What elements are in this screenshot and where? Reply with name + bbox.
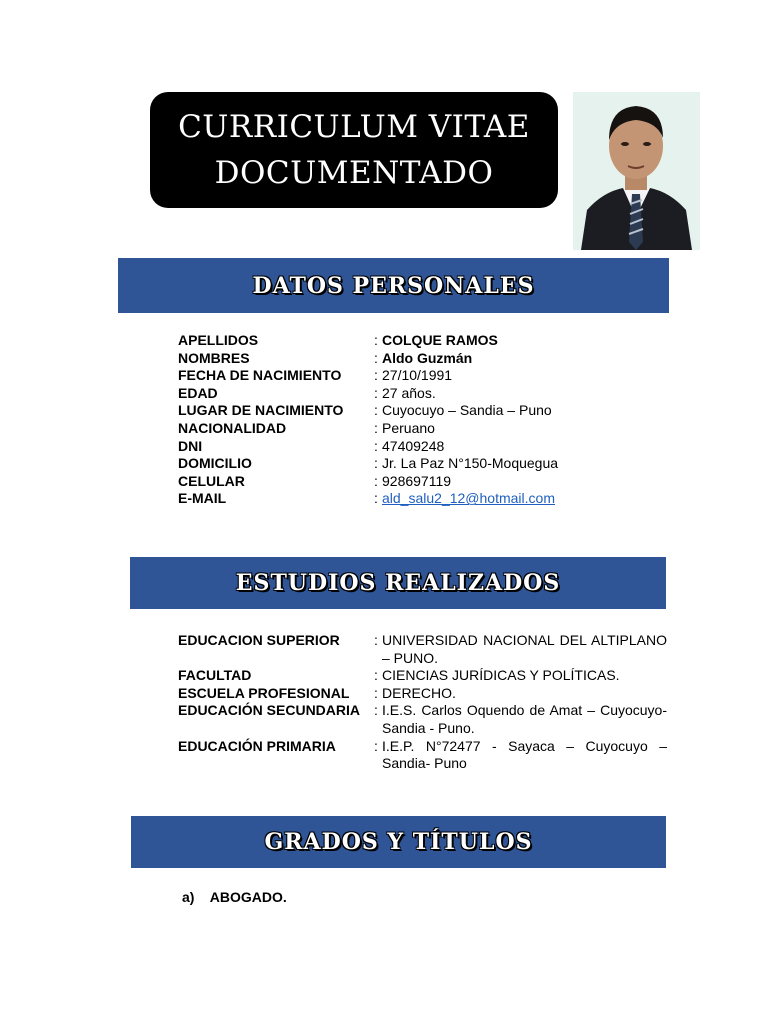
row-label: EDUCACIÓN PRIMARIA bbox=[178, 737, 336, 754]
row-value: 928697119 bbox=[382, 472, 452, 489]
row-colon: : bbox=[374, 667, 378, 684]
row-value: 47409248 bbox=[382, 437, 445, 454]
row-label: ESCUELA PROFESIONAL bbox=[178, 684, 350, 701]
row-colon: : bbox=[374, 332, 378, 348]
row-colon: : bbox=[374, 737, 378, 754]
title-line-1: CURRICULUM VITAE bbox=[178, 109, 530, 145]
row-value: UNIVERSIDAD NACIONAL DEL ALTIPLANO – PUNO. bbox=[382, 632, 667, 666]
row-colon: : bbox=[374, 349, 378, 366]
studies-list bbox=[178, 632, 667, 773]
person-photo bbox=[573, 92, 700, 250]
row-label: NOMBRES bbox=[178, 349, 250, 366]
row-label: NACIONALIDAD bbox=[178, 419, 287, 436]
row-colon: : bbox=[374, 684, 378, 701]
row-label: FECHA DE NACIMIENTO bbox=[178, 367, 342, 384]
studies-row-secundaria bbox=[178, 702, 667, 737]
row-value: I.E.S. Carlos Oquendo de Amat – Cuyocuyo- Sandia - Puno. bbox=[382, 702, 667, 736]
row-value: 27 años. bbox=[382, 384, 436, 401]
row-label: DOMICILIO bbox=[178, 455, 252, 472]
degrees-heading: GRADOS Y TÍTULOS bbox=[264, 829, 533, 855]
row-label: EDUCACION SUPERIOR bbox=[178, 632, 340, 648]
degree-item bbox=[182, 889, 287, 905]
person-photo-icon bbox=[573, 92, 700, 250]
personal-row-lugar bbox=[178, 402, 668, 420]
personal-row-apellidos bbox=[178, 332, 668, 350]
personal-row-email bbox=[178, 490, 668, 508]
title-line-2: DOCUMENTADO bbox=[214, 155, 494, 191]
personal-row-celular bbox=[178, 473, 668, 491]
personal-data-header bbox=[118, 258, 669, 313]
row-colon: : bbox=[374, 384, 378, 401]
row-label: E-MAIL bbox=[178, 490, 227, 507]
personal-row-nacionalidad bbox=[178, 420, 668, 438]
row-value: COLQUE RAMOS bbox=[382, 332, 498, 348]
personal-data-list bbox=[178, 332, 668, 508]
row-colon: : bbox=[374, 472, 378, 489]
personal-row-edad bbox=[178, 385, 668, 403]
row-value: 27/10/1991 bbox=[382, 367, 453, 384]
row-colon: : bbox=[374, 490, 378, 507]
row-colon: : bbox=[374, 632, 378, 648]
row-colon: : bbox=[374, 437, 378, 454]
degree-marker: a) bbox=[182, 889, 195, 905]
row-value: I.E.P. N°72477 - Sayaca – Cuyocuyo – Sandia- Puno bbox=[382, 737, 667, 772]
title-box bbox=[150, 92, 558, 208]
personal-row-nombres bbox=[178, 350, 668, 368]
row-value: CIENCIAS JURÍDICAS Y POLÍTICAS. bbox=[382, 667, 620, 684]
row-colon: : bbox=[374, 402, 378, 419]
row-label: EDAD bbox=[178, 384, 218, 401]
studies-row-escuela bbox=[178, 685, 667, 703]
studies-header bbox=[130, 557, 666, 609]
studies-row-primaria bbox=[178, 738, 667, 773]
personal-data-heading: DATOS PERSONALES bbox=[252, 272, 535, 299]
degrees-header bbox=[131, 816, 666, 868]
row-value: DERECHO. bbox=[382, 684, 456, 701]
row-label: APELLIDOS bbox=[178, 332, 259, 348]
row-value: Aldo Guzmán bbox=[382, 349, 473, 366]
row-value: Cuyocuyo – Sandia – Puno bbox=[382, 402, 552, 419]
row-label: EDUCACIÓN SECUNDARIA bbox=[178, 702, 361, 719]
row-label: CELULAR bbox=[178, 472, 245, 489]
row-label: FACULTAD bbox=[178, 667, 252, 684]
row-label: LUGAR DE NACIMIENTO bbox=[178, 402, 344, 419]
row-colon: : bbox=[374, 367, 378, 384]
personal-row-dni bbox=[178, 438, 668, 456]
row-value: Peruano bbox=[382, 419, 435, 436]
email-link[interactable]: ald_salu2_12@hotmail.com bbox=[382, 490, 555, 507]
row-value: Jr. La Paz N°150-Moquegua bbox=[382, 455, 559, 472]
row-colon: : bbox=[374, 419, 378, 436]
row-colon: : bbox=[374, 455, 378, 472]
studies-row-facultad bbox=[178, 667, 667, 685]
studies-row-superior bbox=[178, 632, 667, 667]
studies-heading: ESTUDIOS REALIZADOS bbox=[235, 570, 561, 596]
degree-text: ABOGADO. bbox=[209, 889, 287, 905]
row-colon: : bbox=[374, 702, 378, 719]
personal-row-domicilio bbox=[178, 455, 668, 473]
personal-row-fecha bbox=[178, 367, 668, 385]
row-label: DNI bbox=[178, 437, 203, 454]
